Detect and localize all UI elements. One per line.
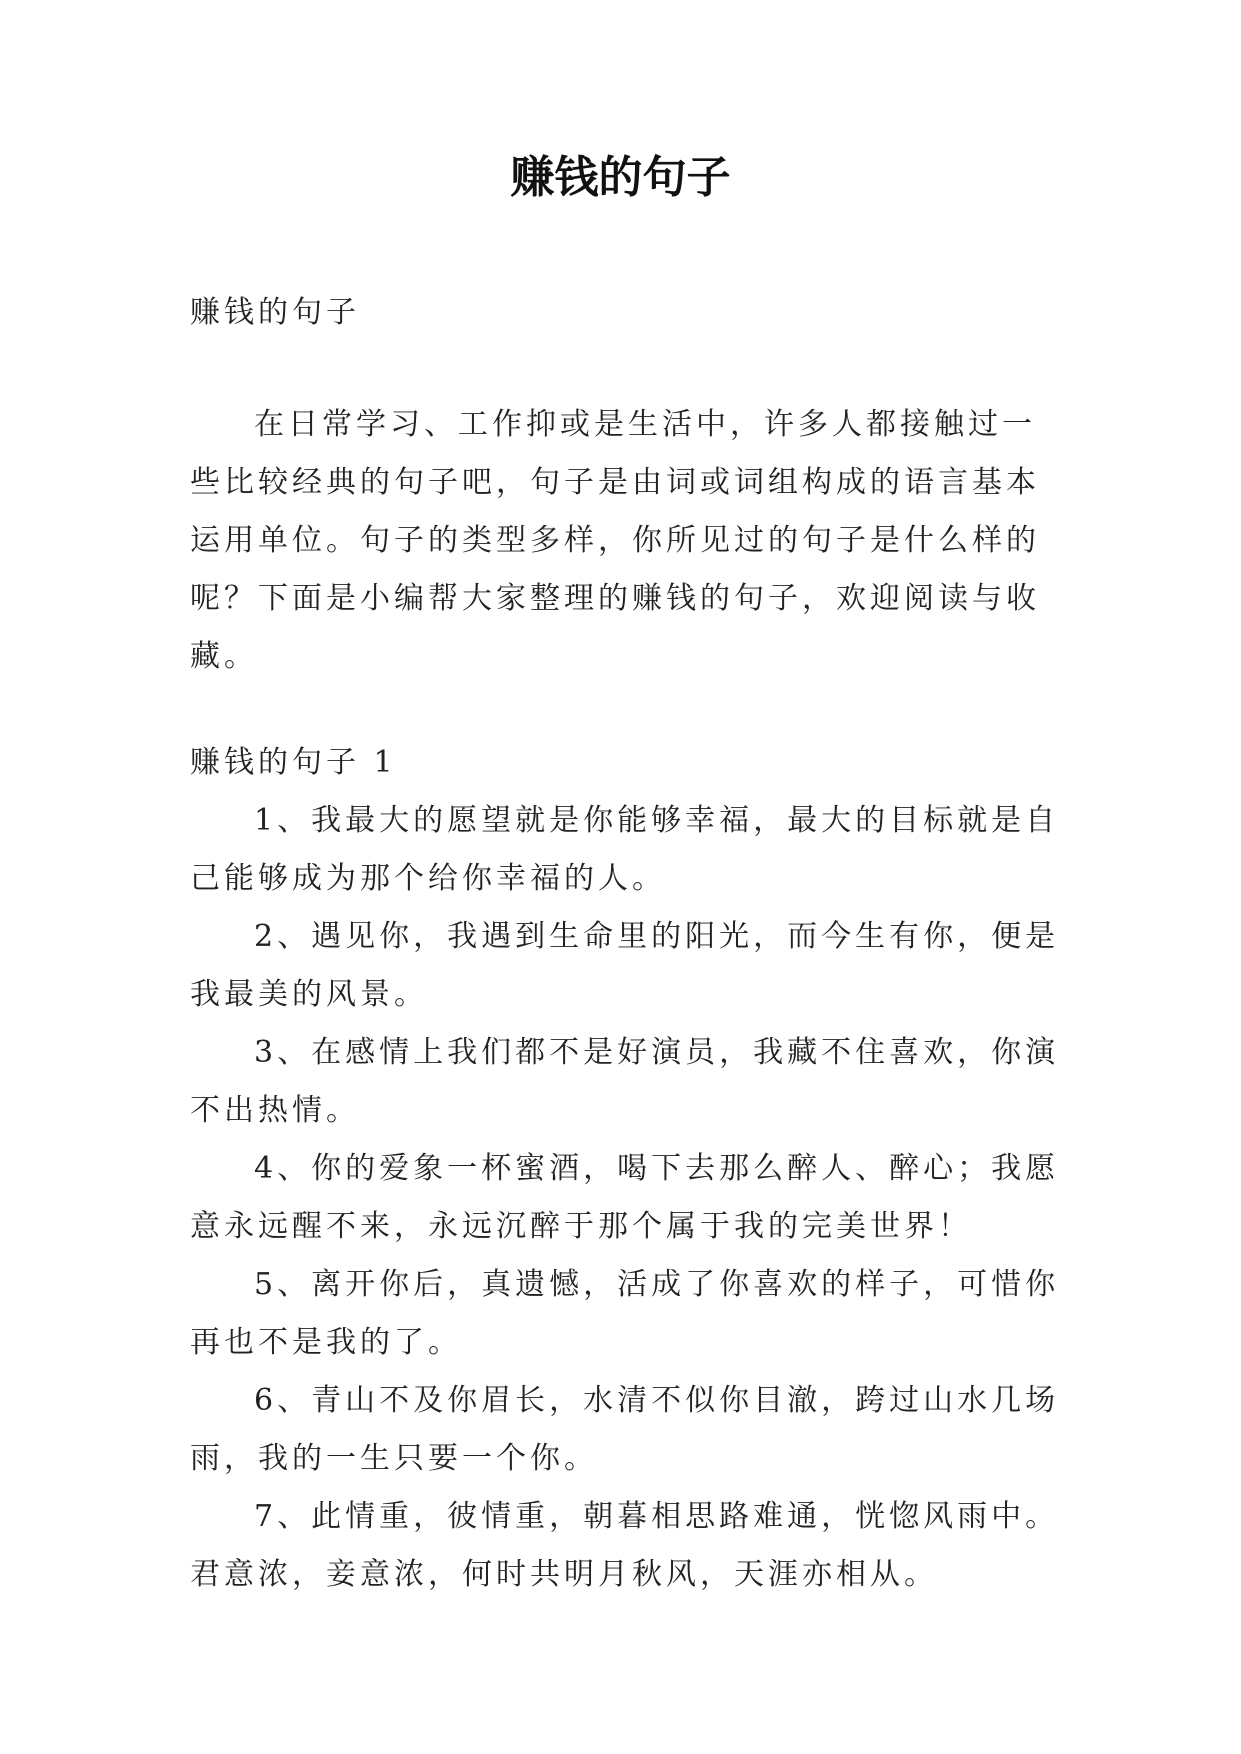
list-item: 1、我最大的愿望就是你能够幸福，最大的目标就是自己能够成为那个给你幸福的人。 bbox=[190, 803, 1060, 896]
intro-paragraph: 在日常学习、工作抑或是生活中，许多人都接触过一些比较经典的句子吧，句子是由词或词组构成的语言基本运用单位。句子的类型多样，你所见过的句子是什么样的呢？下面是小编帮大家整理的赚钱的句子，欢迎阅读与收藏。 bbox=[190, 407, 1040, 674]
list-item: 5、离开你后，真遗憾，活成了你喜欢的样子，可惜你再也不是我的了。 bbox=[190, 1267, 1060, 1360]
section-heading: 赚钱的句子 1 bbox=[190, 745, 397, 780]
list-item: 4、你的爱象一杯蜜酒，喝下去那么醉人、醉心；我愿意永远醒不来，永远沉醉于那个属于我的完美世界！ bbox=[190, 1151, 1060, 1244]
document-body bbox=[190, 284, 1062, 1604]
document-subtitle: 赚钱的句子 bbox=[190, 295, 360, 330]
list-item: 7、此情重，彼情重，朝暮相思路难通，恍惚风雨中。君意浓，妾意浓，何时共明月秋风，天涯亦相从。 bbox=[190, 1499, 1060, 1592]
list-item: 3、在感情上我们都不是好演员，我藏不住喜欢，你演不出热情。 bbox=[190, 1035, 1060, 1128]
document-title: 赚钱的句子 bbox=[510, 152, 731, 203]
list-item: 2、遇见你，我遇到生命里的阳光，而今生有你，便是我最美的风景。 bbox=[190, 919, 1060, 1012]
list-item: 6、青山不及你眉长，水清不似你目澈，跨过山水几场雨，我的一生只要一个你。 bbox=[190, 1383, 1060, 1476]
